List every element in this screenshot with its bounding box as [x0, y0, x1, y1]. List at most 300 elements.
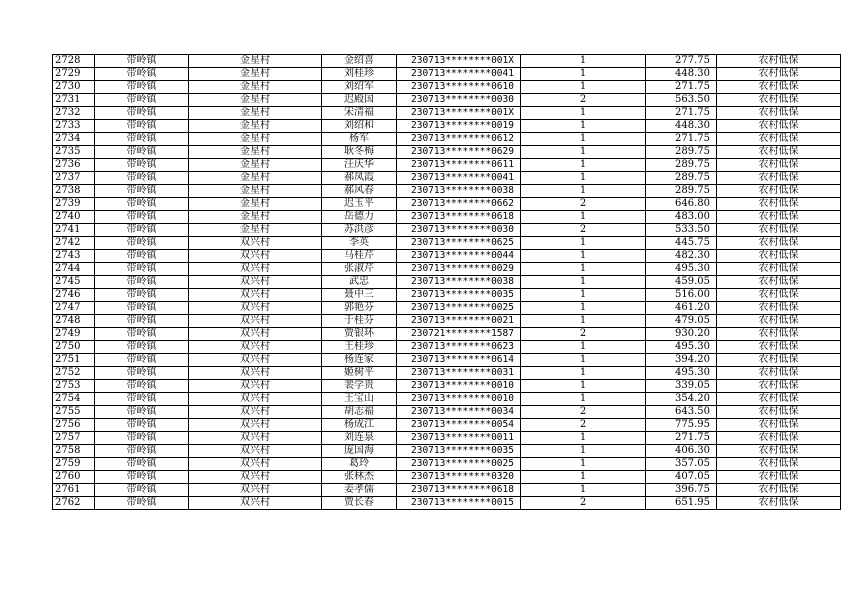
amount-cell: 394.20	[646, 354, 717, 367]
village-cell: 双兴村	[189, 289, 322, 302]
id-number-cell: 230713********0011	[397, 432, 521, 445]
village-cell: 金星村	[189, 211, 322, 224]
row-number: 2732	[53, 107, 95, 120]
name-cell: 胡志福	[322, 406, 397, 419]
row-number: 2756	[53, 419, 95, 432]
table-row	[53, 484, 841, 497]
assistance-type-cell: 农村低保	[717, 68, 841, 81]
amount-cell: 445.75	[646, 237, 717, 250]
id-number-cell: 230713********0025	[397, 458, 521, 471]
table-row	[53, 172, 841, 185]
row-number: 2754	[53, 393, 95, 406]
village-cell: 金星村	[189, 198, 322, 211]
id-number-cell: 230713********0029	[397, 263, 521, 276]
village-cell: 双兴村	[189, 276, 322, 289]
assistance-type-cell: 农村低保	[717, 393, 841, 406]
amount-cell: 271.75	[646, 432, 717, 445]
table-row	[53, 250, 841, 263]
town-cell: 带岭镇	[95, 237, 189, 250]
town-cell: 带岭镇	[95, 68, 189, 81]
id-number-cell: 230713********0031	[397, 367, 521, 380]
household-count-cell: 1	[521, 120, 646, 133]
assistance-type-cell: 农村低保	[717, 237, 841, 250]
id-number-cell: 230713********0618	[397, 211, 521, 224]
household-count-cell: 1	[521, 380, 646, 393]
table-row	[53, 497, 841, 510]
row-number: 2755	[53, 406, 95, 419]
household-count-cell: 1	[521, 445, 646, 458]
amount-cell: 516.00	[646, 289, 717, 302]
household-count-cell: 2	[521, 406, 646, 419]
name-cell: 迟殿国	[322, 94, 397, 107]
assistance-type-cell: 农村低保	[717, 198, 841, 211]
household-count-cell: 1	[521, 432, 646, 445]
village-cell: 双兴村	[189, 367, 322, 380]
town-cell: 带岭镇	[95, 354, 189, 367]
id-number-cell: 230713********0041	[397, 172, 521, 185]
assistance-type-cell: 农村低保	[717, 328, 841, 341]
amount-cell: 406.30	[646, 445, 717, 458]
household-count-cell: 1	[521, 159, 646, 172]
amount-cell: 495.30	[646, 263, 717, 276]
village-cell: 双兴村	[189, 302, 322, 315]
amount-cell: 271.75	[646, 133, 717, 146]
table-row	[53, 107, 841, 120]
table-row	[53, 328, 841, 341]
table-row	[53, 276, 841, 289]
name-cell: 刘连泉	[322, 432, 397, 445]
household-count-cell: 1	[521, 354, 646, 367]
name-cell: 刘绍和	[322, 120, 397, 133]
village-cell: 金星村	[189, 94, 322, 107]
table-row	[53, 380, 841, 393]
table-row	[53, 263, 841, 276]
row-number: 2749	[53, 328, 95, 341]
household-count-cell: 1	[521, 393, 646, 406]
town-cell: 带岭镇	[95, 146, 189, 159]
amount-cell: 339.05	[646, 380, 717, 393]
household-count-cell: 1	[521, 250, 646, 263]
town-cell: 带岭镇	[95, 302, 189, 315]
table-row	[53, 445, 841, 458]
name-cell: 刘绍军	[322, 81, 397, 94]
amount-cell: 271.75	[646, 107, 717, 120]
table-row	[53, 120, 841, 133]
town-cell: 带岭镇	[95, 406, 189, 419]
village-cell: 双兴村	[189, 237, 322, 250]
row-number: 2743	[53, 250, 95, 263]
name-cell: 张林杰	[322, 471, 397, 484]
row-number: 2737	[53, 172, 95, 185]
village-cell: 双兴村	[189, 250, 322, 263]
table-row	[53, 185, 841, 198]
id-number-cell: 230713********0662	[397, 198, 521, 211]
town-cell: 带岭镇	[95, 81, 189, 94]
row-number: 2741	[53, 224, 95, 237]
row-number: 2753	[53, 380, 95, 393]
id-number-cell: 230713********0041	[397, 68, 521, 81]
row-number: 2752	[53, 367, 95, 380]
name-cell: 裴学贵	[322, 380, 397, 393]
assistance-type-cell: 农村低保	[717, 367, 841, 380]
town-cell: 带岭镇	[95, 458, 189, 471]
table-row	[53, 471, 841, 484]
village-cell: 双兴村	[189, 406, 322, 419]
household-count-cell: 1	[521, 289, 646, 302]
household-count-cell: 2	[521, 198, 646, 211]
row-number: 2734	[53, 133, 95, 146]
town-cell: 带岭镇	[95, 484, 189, 497]
table-row	[53, 198, 841, 211]
town-cell: 带岭镇	[95, 55, 189, 68]
amount-cell: 396.75	[646, 484, 717, 497]
assistance-type-cell: 农村低保	[717, 354, 841, 367]
amount-cell: 563.50	[646, 94, 717, 107]
table-row	[53, 458, 841, 471]
village-cell: 双兴村	[189, 315, 322, 328]
table-row	[53, 237, 841, 250]
town-cell: 带岭镇	[95, 419, 189, 432]
assistance-type-cell: 农村低保	[717, 146, 841, 159]
village-cell: 双兴村	[189, 263, 322, 276]
table-row	[53, 406, 841, 419]
assistance-type-cell: 农村低保	[717, 276, 841, 289]
id-number-cell: 230713********0044	[397, 250, 521, 263]
assistance-type-cell: 农村低保	[717, 419, 841, 432]
assistance-type-cell: 农村低保	[717, 432, 841, 445]
assistance-type-cell: 农村低保	[717, 172, 841, 185]
household-count-cell: 1	[521, 107, 646, 120]
town-cell: 带岭镇	[95, 432, 189, 445]
assistance-type-cell: 农村低保	[717, 120, 841, 133]
row-number: 2736	[53, 159, 95, 172]
row-number: 2746	[53, 289, 95, 302]
town-cell: 带岭镇	[95, 328, 189, 341]
row-number: 2739	[53, 198, 95, 211]
id-number-cell: 230713********0019	[397, 120, 521, 133]
amount-cell: 277.75	[646, 55, 717, 68]
amount-cell: 533.50	[646, 224, 717, 237]
assistance-type-cell: 农村低保	[717, 380, 841, 393]
row-number: 2738	[53, 185, 95, 198]
assistance-type-cell: 农村低保	[717, 341, 841, 354]
id-number-cell: 230713********0010	[397, 380, 521, 393]
village-cell: 金星村	[189, 224, 322, 237]
village-cell: 金星村	[189, 146, 322, 159]
assistance-type-cell: 农村低保	[717, 224, 841, 237]
id-number-cell: 230713********001X	[397, 55, 521, 68]
allowance-table	[52, 54, 841, 510]
household-count-cell: 2	[521, 94, 646, 107]
amount-cell: 289.75	[646, 185, 717, 198]
id-number-cell: 230713********0612	[397, 133, 521, 146]
id-number-cell: 230713********0035	[397, 445, 521, 458]
row-number: 2748	[53, 315, 95, 328]
name-cell: 郝风春	[322, 185, 397, 198]
town-cell: 带岭镇	[95, 198, 189, 211]
assistance-type-cell: 农村低保	[717, 497, 841, 510]
row-number: 2762	[53, 497, 95, 510]
id-number-cell: 230713********0030	[397, 94, 521, 107]
household-count-cell: 1	[521, 484, 646, 497]
name-cell: 姜孝儒	[322, 484, 397, 497]
town-cell: 带岭镇	[95, 497, 189, 510]
household-count-cell: 1	[521, 458, 646, 471]
amount-cell: 646.80	[646, 198, 717, 211]
name-cell: 葛玲	[322, 458, 397, 471]
village-cell: 金星村	[189, 107, 322, 120]
assistance-type-cell: 农村低保	[717, 263, 841, 276]
table-row	[53, 354, 841, 367]
assistance-type-cell: 农村低保	[717, 107, 841, 120]
household-count-cell: 2	[521, 224, 646, 237]
village-cell: 金星村	[189, 172, 322, 185]
village-cell: 双兴村	[189, 354, 322, 367]
amount-cell: 482.30	[646, 250, 717, 263]
name-cell: 张淑芹	[322, 263, 397, 276]
village-cell: 金星村	[189, 133, 322, 146]
amount-cell: 271.75	[646, 81, 717, 94]
household-count-cell: 1	[521, 81, 646, 94]
assistance-type-cell: 农村低保	[717, 81, 841, 94]
table-body	[53, 55, 841, 510]
table-row	[53, 224, 841, 237]
village-cell: 双兴村	[189, 328, 322, 341]
id-number-cell: 230713********0010	[397, 393, 521, 406]
id-number-cell: 230713********0015	[397, 497, 521, 510]
name-cell: 武忠	[322, 276, 397, 289]
town-cell: 带岭镇	[95, 120, 189, 133]
town-cell: 带岭镇	[95, 289, 189, 302]
table-row	[53, 81, 841, 94]
table-row	[53, 367, 841, 380]
village-cell: 双兴村	[189, 471, 322, 484]
id-number-cell: 230713********0618	[397, 484, 521, 497]
village-cell: 双兴村	[189, 341, 322, 354]
assistance-type-cell: 农村低保	[717, 185, 841, 198]
id-number-cell: 230713********0035	[397, 289, 521, 302]
amount-cell: 651.95	[646, 497, 717, 510]
assistance-type-cell: 农村低保	[717, 289, 841, 302]
assistance-type-cell: 农村低保	[717, 94, 841, 107]
id-number-cell: 230713********0021	[397, 315, 521, 328]
household-count-cell: 2	[521, 497, 646, 510]
amount-cell: 495.30	[646, 367, 717, 380]
id-number-cell: 230713********0629	[397, 146, 521, 159]
town-cell: 带岭镇	[95, 94, 189, 107]
name-cell: 李英	[322, 237, 397, 250]
name-cell: 耿冬梅	[322, 146, 397, 159]
table-row	[53, 432, 841, 445]
table-row	[53, 146, 841, 159]
row-number: 2728	[53, 55, 95, 68]
amount-cell: 448.30	[646, 68, 717, 81]
town-cell: 带岭镇	[95, 276, 189, 289]
table-row	[53, 302, 841, 315]
village-cell: 双兴村	[189, 458, 322, 471]
town-cell: 带岭镇	[95, 315, 189, 328]
town-cell: 带岭镇	[95, 159, 189, 172]
village-cell: 金星村	[189, 185, 322, 198]
id-number-cell: 230713********0030	[397, 224, 521, 237]
village-cell: 金星村	[189, 55, 322, 68]
id-number-cell: 230713********0025	[397, 302, 521, 315]
assistance-type-cell: 农村低保	[717, 471, 841, 484]
village-cell: 金星村	[189, 159, 322, 172]
id-number-cell: 230713********0320	[397, 471, 521, 484]
household-count-cell: 1	[521, 263, 646, 276]
row-number: 2744	[53, 263, 95, 276]
village-cell: 双兴村	[189, 445, 322, 458]
amount-cell: 461.20	[646, 302, 717, 315]
village-cell: 金星村	[189, 120, 322, 133]
household-count-cell: 1	[521, 471, 646, 484]
row-number: 2757	[53, 432, 95, 445]
table-row	[53, 393, 841, 406]
town-cell: 带岭镇	[95, 380, 189, 393]
town-cell: 带岭镇	[95, 172, 189, 185]
assistance-type-cell: 农村低保	[717, 406, 841, 419]
amount-cell: 289.75	[646, 172, 717, 185]
household-count-cell: 1	[521, 367, 646, 380]
town-cell: 带岭镇	[95, 367, 189, 380]
assistance-type-cell: 农村低保	[717, 445, 841, 458]
row-number: 2761	[53, 484, 95, 497]
assistance-type-cell: 农村低保	[717, 315, 841, 328]
amount-cell: 479.05	[646, 315, 717, 328]
id-number-cell: 230713********0614	[397, 354, 521, 367]
household-count-cell: 1	[521, 315, 646, 328]
household-count-cell: 2	[521, 328, 646, 341]
name-cell: 岳德力	[322, 211, 397, 224]
table-row	[53, 289, 841, 302]
amount-cell: 289.75	[646, 146, 717, 159]
name-cell: 金绍喜	[322, 55, 397, 68]
village-cell: 金星村	[189, 81, 322, 94]
id-number-cell: 230713********0034	[397, 406, 521, 419]
name-cell: 贾银环	[322, 328, 397, 341]
village-cell: 双兴村	[189, 484, 322, 497]
household-count-cell: 1	[521, 276, 646, 289]
town-cell: 带岭镇	[95, 250, 189, 263]
id-number-cell: 230713********0038	[397, 276, 521, 289]
assistance-type-cell: 农村低保	[717, 302, 841, 315]
table-row	[53, 133, 841, 146]
household-count-cell: 1	[521, 302, 646, 315]
name-cell: 于桂芬	[322, 315, 397, 328]
table-row	[53, 341, 841, 354]
row-number: 2759	[53, 458, 95, 471]
amount-cell: 643.50	[646, 406, 717, 419]
id-number-cell: 230713********0038	[397, 185, 521, 198]
household-count-cell: 1	[521, 146, 646, 159]
assistance-type-cell: 农村低保	[717, 55, 841, 68]
town-cell: 带岭镇	[95, 263, 189, 276]
name-cell: 庞国海	[322, 445, 397, 458]
town-cell: 带岭镇	[95, 107, 189, 120]
row-number: 2735	[53, 146, 95, 159]
table-row	[53, 94, 841, 107]
row-number: 2751	[53, 354, 95, 367]
id-number-cell: 230713********001X	[397, 107, 521, 120]
id-number-cell: 230713********0610	[397, 81, 521, 94]
row-number: 2760	[53, 471, 95, 484]
village-cell: 双兴村	[189, 432, 322, 445]
name-cell: 贾长春	[322, 497, 397, 510]
assistance-type-cell: 农村低保	[717, 211, 841, 224]
row-number: 2730	[53, 81, 95, 94]
row-number: 2742	[53, 237, 95, 250]
name-cell: 刘桂珍	[322, 68, 397, 81]
amount-cell: 495.30	[646, 341, 717, 354]
row-number: 2758	[53, 445, 95, 458]
amount-cell: 459.05	[646, 276, 717, 289]
row-number: 2740	[53, 211, 95, 224]
table-row	[53, 159, 841, 172]
row-number: 2750	[53, 341, 95, 354]
household-count-cell: 1	[521, 237, 646, 250]
household-count-cell: 1	[521, 55, 646, 68]
assistance-type-cell: 农村低保	[717, 484, 841, 497]
id-number-cell: 230713********0625	[397, 237, 521, 250]
village-cell: 双兴村	[189, 380, 322, 393]
name-cell: 苏洪彦	[322, 224, 397, 237]
row-number: 2745	[53, 276, 95, 289]
name-cell: 郝凤霞	[322, 172, 397, 185]
name-cell: 聂中三	[322, 289, 397, 302]
name-cell: 杨军	[322, 133, 397, 146]
town-cell: 带岭镇	[95, 211, 189, 224]
name-cell: 迟玉平	[322, 198, 397, 211]
amount-cell: 354.20	[646, 393, 717, 406]
amount-cell: 407.05	[646, 471, 717, 484]
name-cell: 杨连家	[322, 354, 397, 367]
town-cell: 带岭镇	[95, 341, 189, 354]
name-cell: 郭艳芬	[322, 302, 397, 315]
name-cell: 杨成江	[322, 419, 397, 432]
row-number: 2731	[53, 94, 95, 107]
row-number: 2747	[53, 302, 95, 315]
amount-cell: 483.00	[646, 211, 717, 224]
assistance-type-cell: 农村低保	[717, 133, 841, 146]
name-cell: 姬树平	[322, 367, 397, 380]
village-cell: 双兴村	[189, 419, 322, 432]
household-count-cell: 1	[521, 133, 646, 146]
town-cell: 带岭镇	[95, 471, 189, 484]
household-count-cell: 2	[521, 419, 646, 432]
village-cell: 双兴村	[189, 393, 322, 406]
amount-cell: 930.20	[646, 328, 717, 341]
town-cell: 带岭镇	[95, 393, 189, 406]
name-cell: 汪庆华	[322, 159, 397, 172]
table-row	[53, 419, 841, 432]
id-number-cell: 230713********0611	[397, 159, 521, 172]
row-number: 2729	[53, 68, 95, 81]
id-number-cell: 230721********1587	[397, 328, 521, 341]
id-number-cell: 230713********0623	[397, 341, 521, 354]
name-cell: 马桂芹	[322, 250, 397, 263]
household-count-cell: 1	[521, 68, 646, 81]
name-cell: 王桂珍	[322, 341, 397, 354]
town-cell: 带岭镇	[95, 224, 189, 237]
household-count-cell: 1	[521, 341, 646, 354]
row-number: 2733	[53, 120, 95, 133]
table-row	[53, 211, 841, 224]
household-count-cell: 1	[521, 185, 646, 198]
town-cell: 带岭镇	[95, 185, 189, 198]
town-cell: 带岭镇	[95, 133, 189, 146]
amount-cell: 357.05	[646, 458, 717, 471]
